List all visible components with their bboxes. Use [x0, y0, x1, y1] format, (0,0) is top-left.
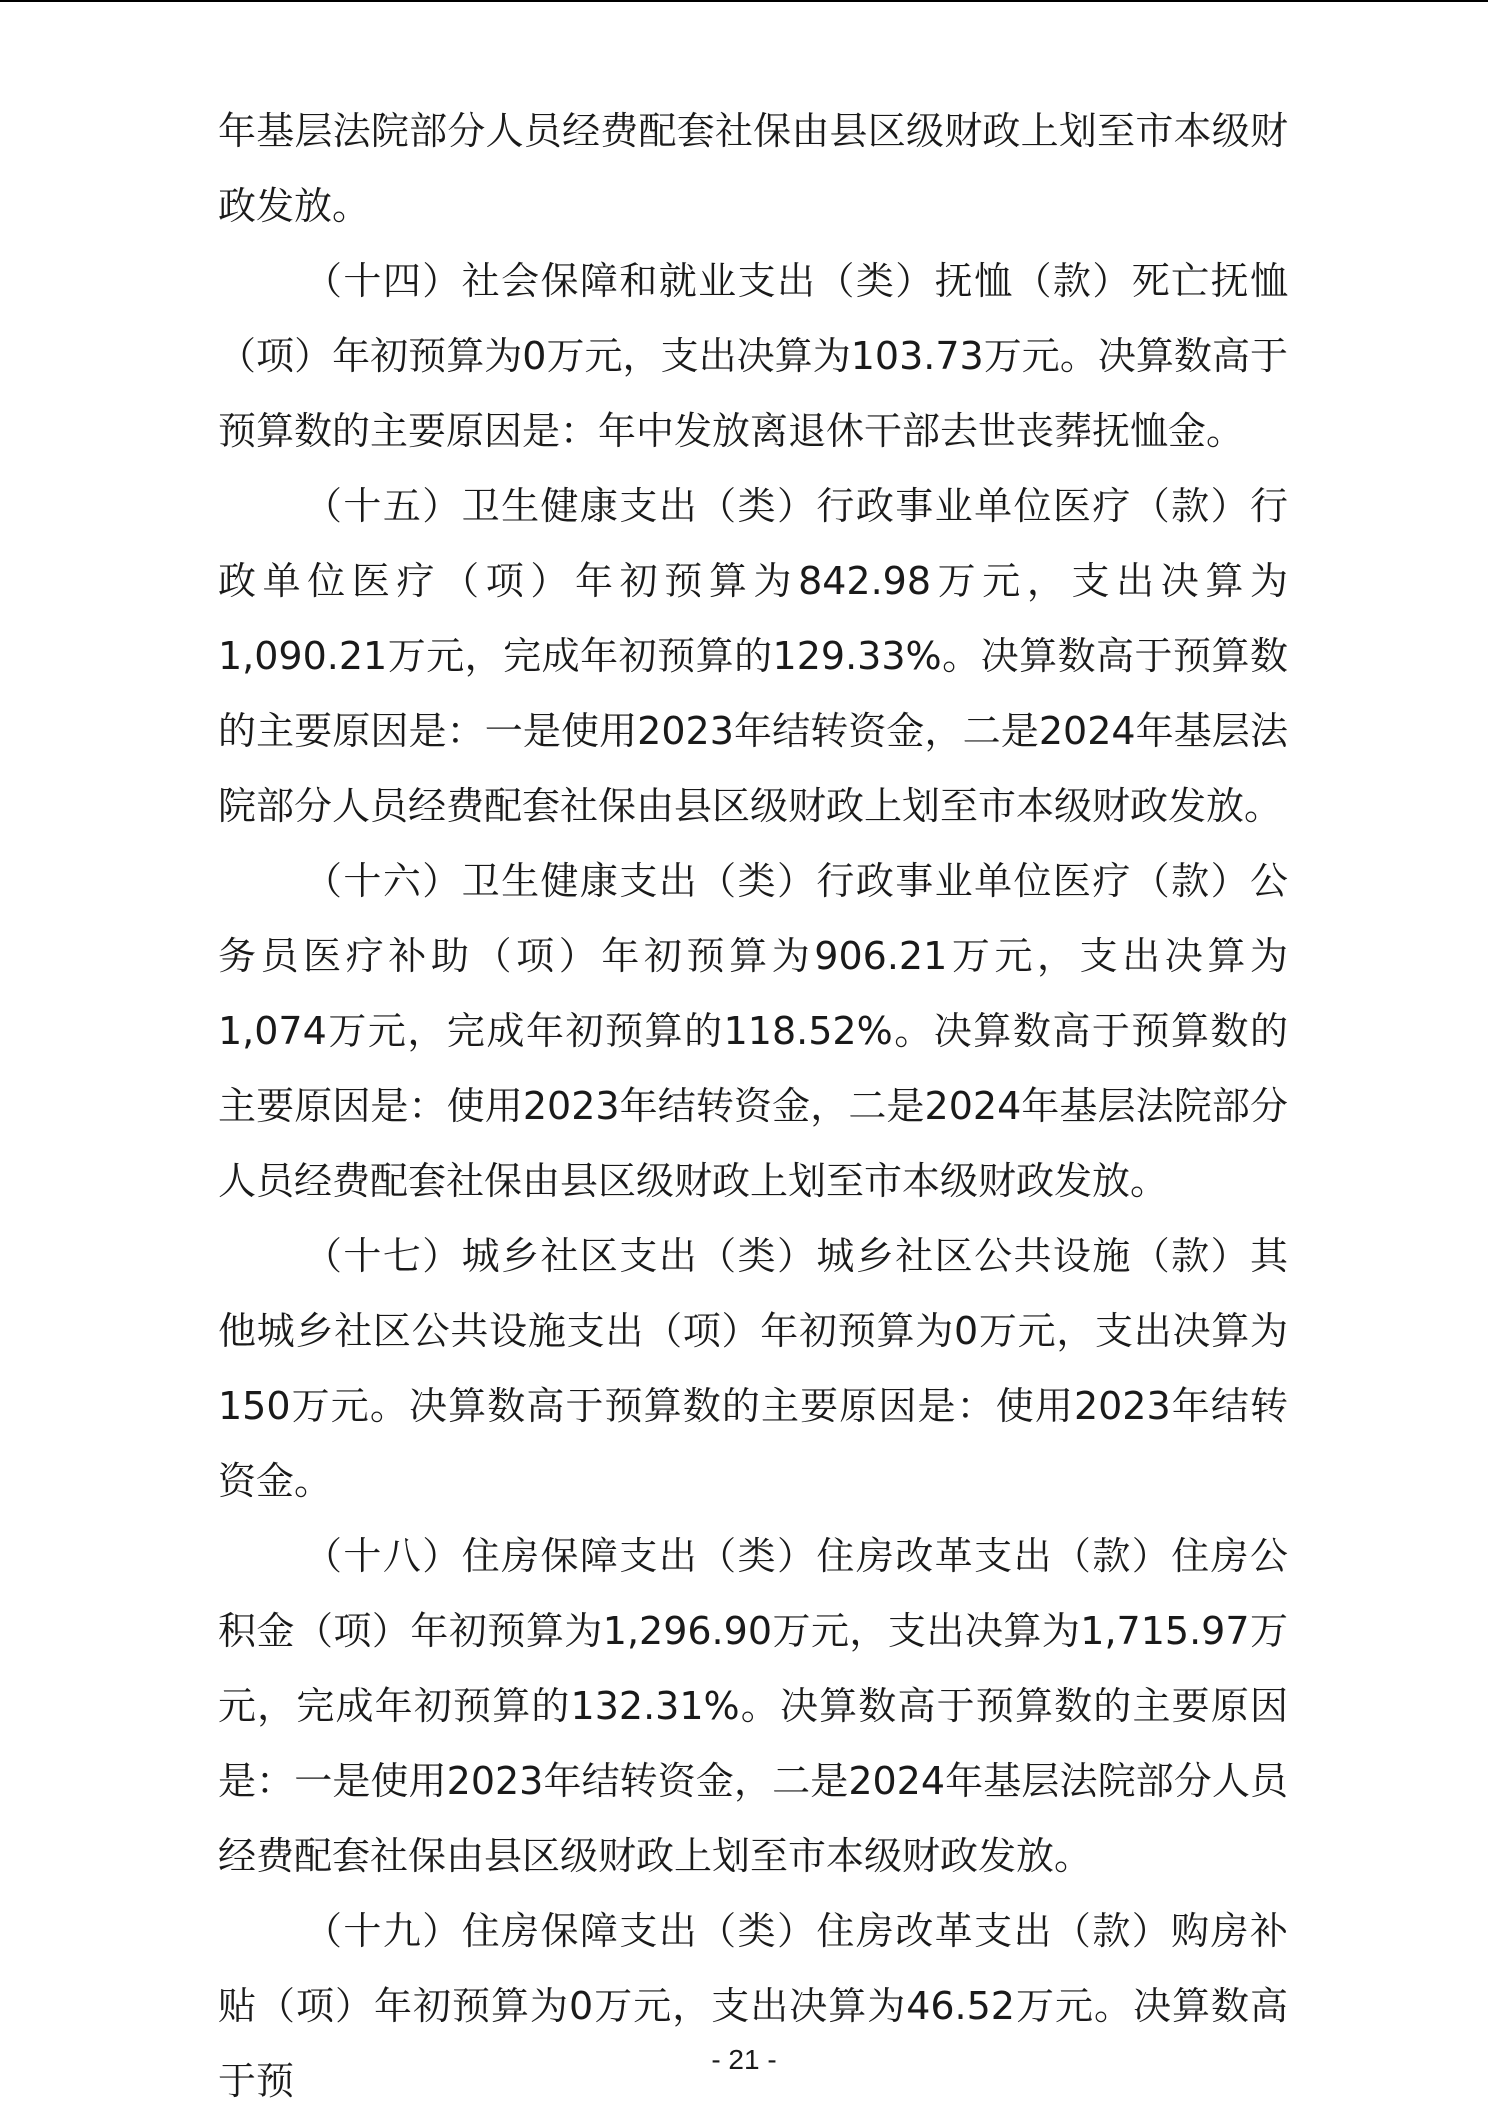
paragraph-continuation: 年基层法院部分人员经费配套社保由县区级财政上划至市本级财政发放。 [218, 109, 1288, 228]
paragraph-19: （十九）住房保障支出（类）住房改革支出（款）购房补贴（项）年初预算为0万元，支出决算为46.52万元。决算数高于预 [218, 1909, 1288, 2103]
paragraph-16: （十六）卫生健康支出（类）行政事业单位医疗（款）公务员医疗补助（项）年初预算为906.21万元，支出决算为1,074万元，完成年初预算的118.52%。决算数高于预算数的主要原因是：使用2023年结转资金，二是2024年基层法院部分人员经费配套社保由县区级财政上划至市本级财政发放。 [218, 859, 1288, 1203]
paragraph-18: （十八）住房保障支出（类）住房改革支出（款）住房公积金（项）年初预算为1,296.90万元，支出决算为1,715.97万元，完成年初预算的132.31%。决算数高于预算数的主要原因是：一是使用2023年结转资金，二是2024年基层法院部分人员经费配套社保由县区级财政上划至市本级财政发放。 [218, 1534, 1288, 1878]
paragraph-14: （十四）社会保障和就业支出（类）抚恤（款）死亡抚恤（项）年初预算为0万元，支出决算为103.73万元。决算数高于预算数的主要原因是：年中发放离退休干部去世丧葬抚恤金。 [218, 259, 1288, 453]
paragraph-17: （十七）城乡社区支出（类）城乡社区公共设施（款）其他城乡社区公共设施支出（项）年初预算为0万元，支出决算为150万元。决算数高于预算数的主要原因是：使用2023年结转资金。 [218, 1234, 1288, 1503]
page-number: - 21 - [711, 2044, 777, 2075]
paragraph-15: （十五）卫生健康支出（类）行政事业单位医疗（款）行政单位医疗（项）年初预算为842.98万元，支出决算为1,090.21万元，完成年初预算的129.33%。决算数高于预算数的主要原因是：一是使用2023年结转资金，二是2024年基层法院部分人员经费配套社保由县区级财政上划至市本级财政发放。 [218, 484, 1288, 828]
document-body [218, 94, 1288, 2119]
